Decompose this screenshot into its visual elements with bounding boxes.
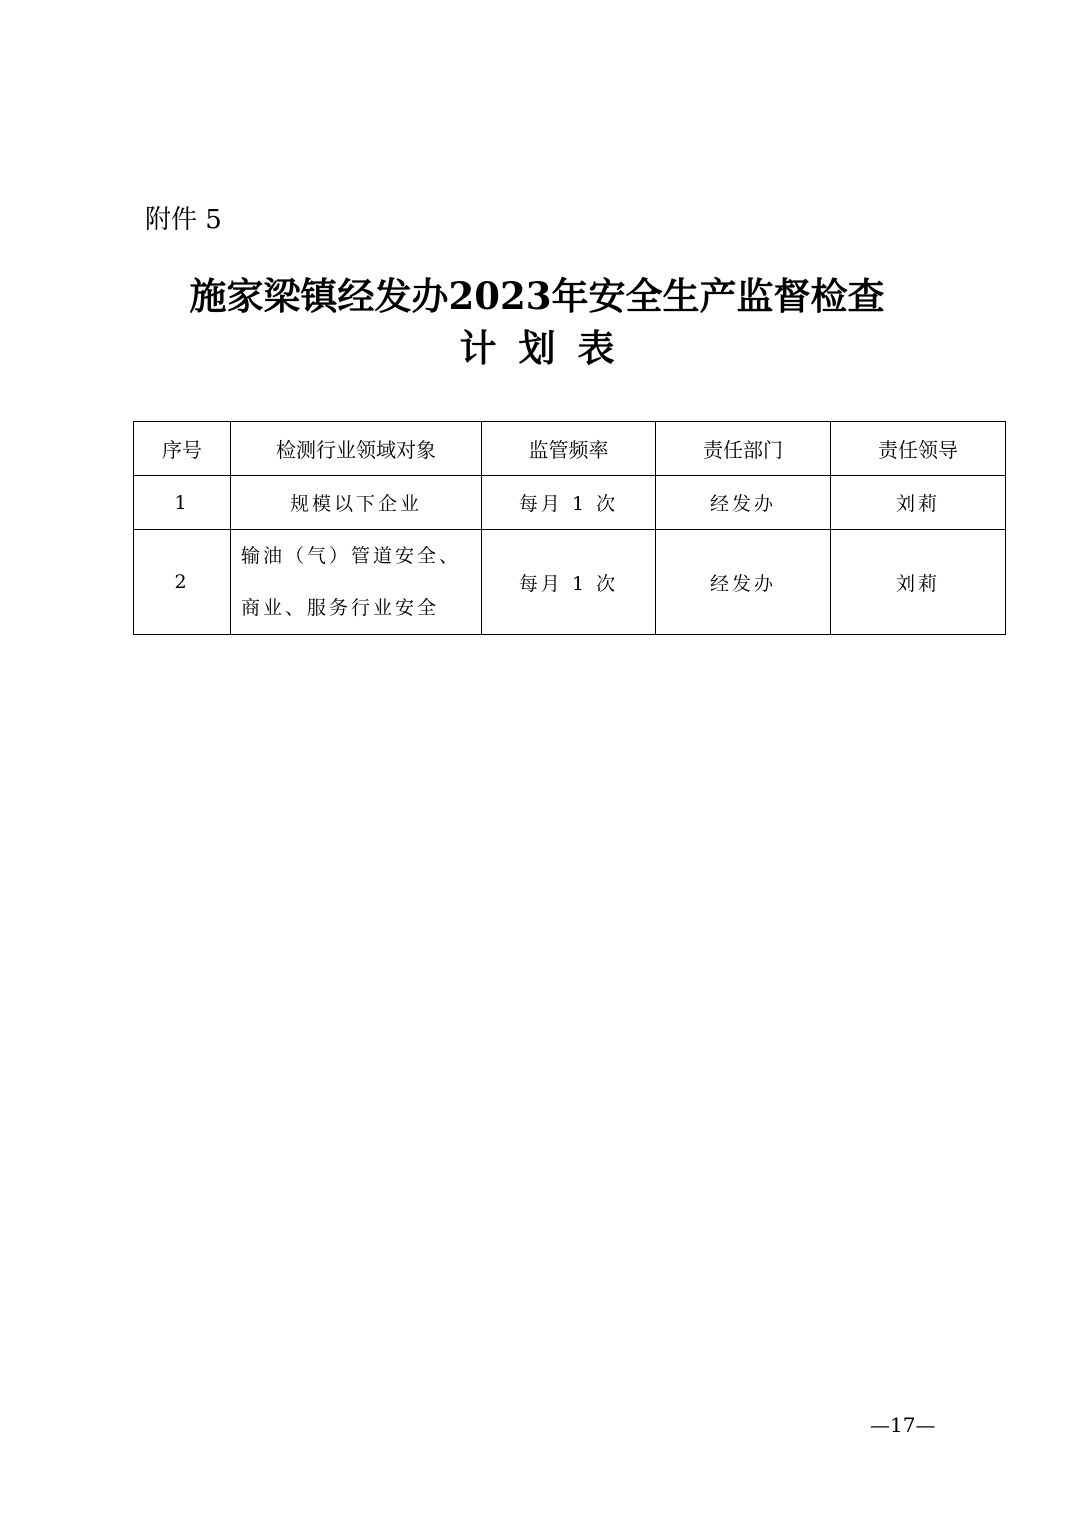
- table-row: [134, 476, 1006, 530]
- cell-department: 经发办: [656, 530, 831, 635]
- cell-object: 规模以下企业: [231, 476, 482, 530]
- cell-leader: 刘莉: [831, 530, 1006, 635]
- header-frequency: 监管频率: [482, 422, 656, 476]
- header-object: 检测行业领域对象: [231, 422, 482, 476]
- title-line-2: 计划表: [459, 326, 637, 370]
- title-line-1: 施家梁镇经发办2023年安全生产监督检查: [189, 274, 885, 318]
- cell-leader: 刘莉: [831, 476, 1006, 530]
- table-row: [134, 530, 1006, 635]
- page-number: —17—: [870, 1413, 936, 1437]
- header-leader: 责任领导: [831, 422, 1006, 476]
- table-header-row: [134, 422, 1006, 476]
- cell-frequency: 每月 1 次: [482, 476, 656, 530]
- header-index: 序号: [134, 422, 231, 476]
- document-title: [0, 270, 1074, 374]
- cell-object: 输油（气）管道安全、商业、服务行业安全: [231, 530, 482, 635]
- attachment-label: 附件 5: [145, 205, 222, 235]
- header-department: 责任部门: [656, 422, 831, 476]
- cell-frequency: 每月 1 次: [482, 530, 656, 635]
- cell-index: 1: [134, 476, 231, 530]
- cell-department: 经发办: [656, 476, 831, 530]
- inspection-plan-table: [133, 421, 1006, 635]
- cell-index: 2: [134, 530, 231, 635]
